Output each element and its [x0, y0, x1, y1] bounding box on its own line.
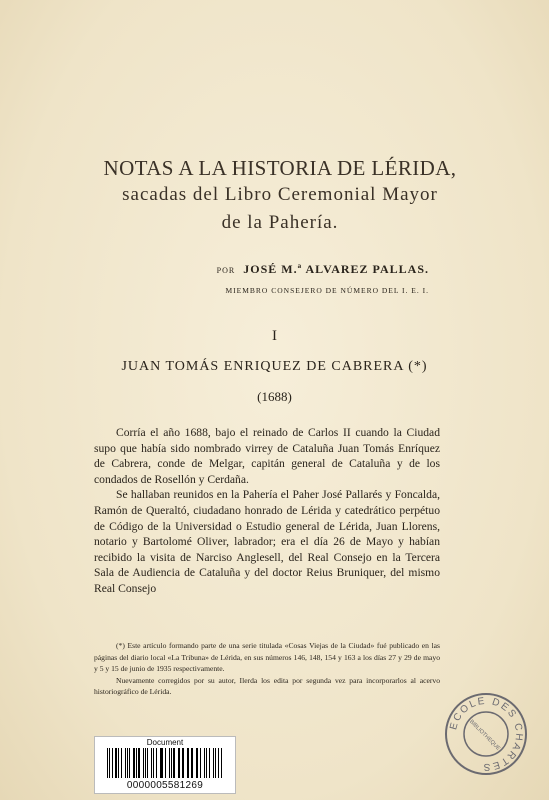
- barcode-bar: [127, 748, 128, 778]
- body-text: [94, 425, 440, 597]
- footnote-paragraph-2: Nuevamente corregidos por su autor, Ilerda los edita por segunda vez para incorporarlos al acervo historiográfico de Lérida.: [94, 675, 440, 697]
- barcode-bar: [215, 748, 216, 778]
- barcode-bar: [156, 748, 157, 778]
- body-paragraph-1: Corría el año 1688, bajo el reinado de Carlos II cuando la Ciudad supo que había sido nombrado virrey de Cataluña Juan Tomás Enríquez de Cabrera, conde de Melgar, capitán general de Cataluña y de los condados de Rosellón y Cerdaña.: [94, 426, 440, 486]
- chapter-year: (1688): [257, 389, 292, 404]
- barcode-bar: [171, 748, 172, 778]
- chapter-heading: JUAN TOMÁS ENRIQUEZ DE CABRERA (*): [121, 359, 428, 374]
- library-stamp: [442, 690, 530, 778]
- barcode-title: Document: [146, 738, 184, 747]
- barcode-bar: [160, 748, 161, 778]
- barcode-bar: [169, 748, 170, 778]
- barcode-bar: [206, 748, 208, 778]
- barcode-bar: [147, 748, 148, 778]
- barcode-bar: [182, 748, 184, 778]
- barcode-label: [94, 736, 236, 794]
- barcode-bar: [145, 748, 146, 778]
- barcode-bar: [109, 748, 110, 778]
- title-line-2: sacadas del Libro Ceremonial Mayor: [122, 184, 438, 205]
- barcode-bar: [151, 748, 152, 778]
- barcode-bar: [221, 748, 222, 778]
- body-paragraph-2: Se hallaban reunidos en la Pahería el Paher José Pallarés y Foncalda, Ramón de Queraltó, ciudadano honrado de Lérida y catedrático perpétuo de Código de la Universidad o Estudio general de Lérida, Juan Llorens, notario y Bartolomé Oliver, labrador; era el día 26 de Mayo y habían recibido la visita de Narciso Anglesell, del Real Consejo en la Tercera Sala de Audiencia de Cataluña y del doctor Reius Bruniquer, del mismo Real Consejo: [94, 488, 440, 595]
- title-line-1: NOTAS A LA HISTORIA DE LÉRIDA,: [103, 156, 457, 180]
- barcode-bar: [125, 748, 126, 778]
- author-prefix: POR: [216, 266, 236, 275]
- barcode-bar: [187, 748, 188, 778]
- barcode-number: 0000005581269: [126, 780, 204, 791]
- barcode-bar: [196, 748, 197, 778]
- barcode-bar: [200, 748, 201, 778]
- barcode-bar: [165, 748, 166, 778]
- stamp-text: ECOLE DES CHARTES: [448, 695, 525, 773]
- barcode-bar: [197, 748, 198, 778]
- barcode-bar: [179, 748, 180, 778]
- footnote: [94, 640, 440, 698]
- barcode-icon: [107, 748, 223, 778]
- barcode-bar: [161, 748, 163, 778]
- section-number: I: [272, 328, 277, 344]
- barcode-bar: [107, 748, 108, 778]
- barcode-bar: [218, 748, 219, 778]
- barcode-bar: [136, 748, 137, 778]
- barcode-bar: [121, 748, 122, 778]
- author-name: JOSÉ M.ª ALVAREZ PALLAS.: [243, 262, 429, 276]
- barcode-bar: [191, 748, 192, 778]
- barcode-bar: [143, 748, 144, 778]
- barcode-bar: [204, 748, 205, 778]
- barcode-bar: [129, 748, 130, 778]
- author-membership: MIEMBRO CONSEJERO DE NÚMERO DEL I. E. I.: [225, 286, 429, 295]
- stamp-inner-text: BIBLIOTHEQUE: [468, 718, 502, 752]
- footnote-paragraph-1: (*) Este artículo formando parte de una serie titulada «Cosas Viejas de la Ciudad» fué publicado en las páginas del diario local «La Tribuna» de Lérida, en sus números 146, 148, 154 y 163 a los días 27 y 29 de mayo y 5 y 15 de junio de 1935 respectivamente.: [94, 641, 440, 674]
- title-line-3: de la Pahería.: [221, 212, 339, 233]
- barcode-bar: [133, 748, 134, 778]
- barcode-bar: [213, 748, 214, 778]
- barcode-bar: [153, 748, 154, 778]
- barcode-bar: [173, 748, 174, 778]
- barcode-bar: [209, 748, 210, 778]
- barcode-bar: [138, 748, 140, 778]
- barcode-bar: [118, 748, 120, 778]
- barcode-bar: [115, 748, 116, 778]
- author-line: [217, 262, 429, 277]
- barcode-bar: [188, 748, 189, 778]
- barcode-bar: [178, 748, 179, 778]
- barcode-bar: [112, 748, 113, 778]
